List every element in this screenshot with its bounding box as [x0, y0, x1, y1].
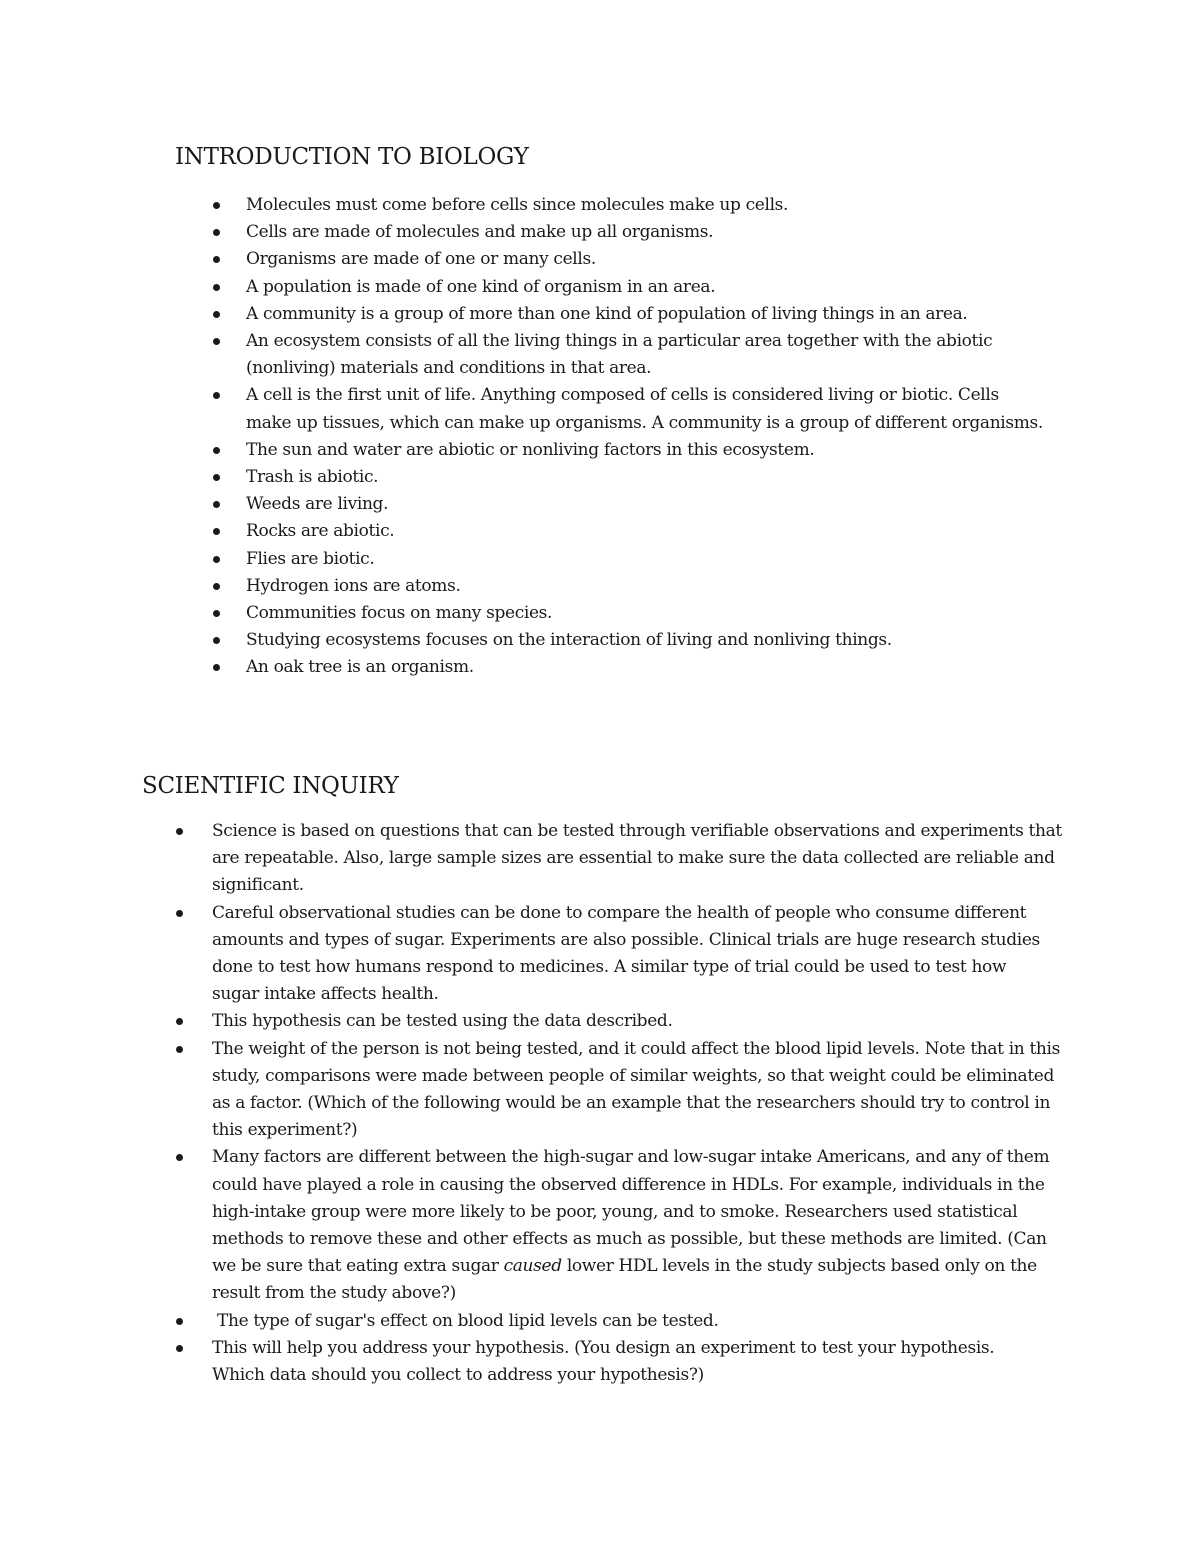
list-item-text: A population is made of one kind of organism in an area.: [246, 276, 716, 297]
list-item: [246, 600, 1096, 627]
list-item: [246, 192, 1096, 219]
list-item: [246, 437, 1096, 464]
list-item-text: Communities focus on many species.: [246, 603, 553, 624]
list-item-text: A community is a group of more than one kind of population of living things in an area.: [246, 303, 968, 324]
list-item-text: The weight of the person is not being tested, and it could affect the blood lipid levels. Note that in this study, comparisons were made between people of similar weights, so that weight could be eliminated as a factor. (Which of the following would be an example that the researchers should try to control in this experiment?): [212, 1038, 1060, 1141]
list-item-text: Molecules must come before cells since molecules make up cells.: [246, 195, 789, 215]
list-item-text: Hydrogen ions are atoms.: [246, 575, 461, 596]
section-title-scientific-inquiry: SCIENTIFIC INQUIRY: [142, 773, 399, 799]
list-item: [246, 464, 1096, 491]
bullet-icon: [176, 1345, 183, 1352]
list-item-text: The type of sugar's effect on blood lipid levels can be tested.: [217, 1310, 719, 1331]
list-item-text: Science is based on questions that can be tested through verifiable observations and experiments that are repeatable. Also, large sample sizes are essential to make sure the data collected are reliable and significant.: [212, 821, 1062, 896]
bullet-icon: [213, 202, 220, 209]
list-item-text-before: Many factors are different between the high-sugar and low-sugar intake Americans, and any of them could have played a role in causing the observed difference in HDLs. For example, individuals in the high-intake group were more likely to be poor, young, and to smoke. Researchers used statistical methods to remove these and other effects as much as possible, but these methods are limited. (Can we be sure that eating extra sugar: [212, 1147, 1050, 1277]
introduction-bullet-list: [246, 192, 1096, 682]
list-item-text: Studying ecosystems focuses on the interaction of living and nonliving things.: [246, 630, 892, 651]
list-item: [246, 627, 1096, 654]
list-item: [212, 1144, 1062, 1307]
bullet-icon: [213, 610, 220, 617]
emphasized-word: caused: [503, 1256, 562, 1277]
bullet-icon: [176, 1154, 183, 1161]
list-item: [246, 328, 1026, 382]
list-item-text-after: lower HDL levels in the study subjects based only on the result from the study above?): [212, 1256, 1037, 1304]
list-item-text: This will help you address your hypothesis. (You design an experiment to test your hypothesis. Which data should you collect to address your hypothesis?): [212, 1337, 995, 1386]
bullet-icon: [176, 910, 183, 917]
bullet-icon: [213, 556, 220, 563]
bullet-icon: [213, 474, 220, 481]
bullet-icon: [213, 528, 220, 535]
list-item: [246, 382, 1046, 436]
list-item: [246, 491, 1096, 518]
bullet-icon: [213, 311, 220, 318]
list-item: [246, 654, 1096, 681]
list-item: [212, 818, 1072, 900]
bullet-icon: [176, 1046, 183, 1053]
list-item: [212, 900, 1057, 1009]
list-item: [246, 274, 1096, 301]
list-item-text: Rocks are abiotic.: [246, 521, 395, 542]
list-item-text: An ecosystem consists of all the living things in a particular area together with the abiotic (nonliving) materials and conditions in that area.: [246, 331, 993, 379]
list-item: [246, 518, 1096, 545]
bullet-icon: [213, 583, 220, 590]
list-item: [246, 301, 1096, 328]
list-item: [212, 1335, 1012, 1389]
list-item: [212, 1308, 1072, 1335]
list-item: [246, 546, 1096, 573]
list-item-text: Cells are made of molecules and make up all organisms.: [246, 222, 714, 243]
scientific-inquiry-bullet-list: [212, 818, 1072, 1389]
list-item-text: A cell is the first unit of life. Anything composed of cells is considered living or biotic. Cells make up tissues, which can make up organisms. A community is a group of different organisms.: [246, 385, 1043, 433]
bullet-icon: [213, 447, 220, 454]
list-item: [246, 219, 1096, 246]
bullet-icon: [213, 664, 220, 671]
bullet-icon: [213, 501, 220, 508]
list-item-text: An oak tree is an organism.: [246, 657, 474, 678]
list-item-text: Careful observational studies can be done to compare the health of people who consume different amounts and types of sugar. Experiments are also possible. Clinical trials are huge research studies done to test how humans respond to medicines. A similar type of trial could be used to test how sugar intake affects health.: [212, 902, 1040, 1005]
bullet-icon: [213, 284, 220, 291]
list-item-text: Weeds are living.: [246, 494, 389, 515]
bullet-icon: [213, 256, 220, 263]
bullet-icon: [176, 1018, 183, 1025]
bullet-icon: [213, 338, 220, 345]
section-title-introduction: INTRODUCTION TO BIOLOGY: [175, 144, 529, 170]
list-item-text: The sun and water are abiotic or nonliving factors in this ecosystem.: [246, 439, 815, 460]
list-item-text: Trash is abiotic.: [246, 467, 379, 488]
list-item: [212, 1036, 1067, 1145]
bullet-icon: [213, 392, 220, 399]
bullet-icon: [176, 1318, 183, 1325]
list-item: [246, 246, 1096, 273]
bullet-icon: [213, 229, 220, 236]
list-item-text: This hypothesis can be tested using the data described.: [212, 1011, 673, 1032]
list-item-text: Flies are biotic.: [246, 548, 375, 569]
list-item: [246, 573, 1096, 600]
list-item: [212, 1008, 1072, 1035]
list-item-text: Organisms are made of one or many cells.: [246, 249, 596, 270]
bullet-icon: [213, 637, 220, 644]
bullet-icon: [176, 828, 183, 835]
